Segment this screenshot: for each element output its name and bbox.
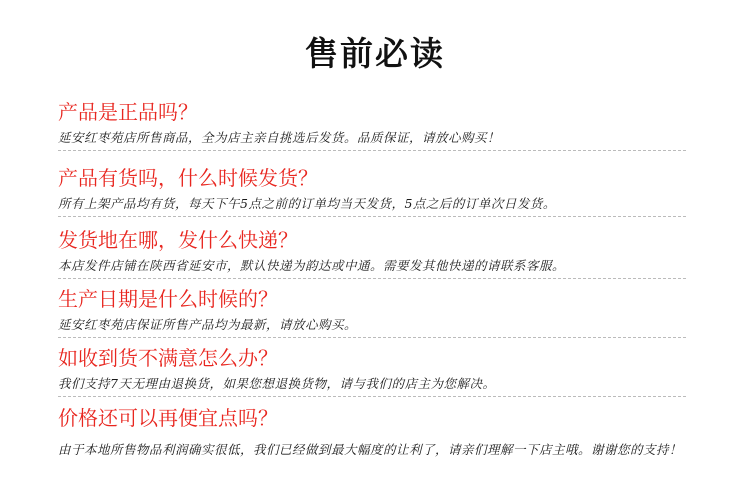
faq-item — [58, 346, 738, 397]
faq-item — [58, 406, 738, 470]
faq-item — [58, 166, 738, 217]
faq-question: 发货地在哪，发什么快递？ — [58, 228, 298, 252]
faq-question: 生产日期是什么时候的？ — [58, 287, 278, 311]
faq-item — [58, 228, 738, 279]
divider — [58, 278, 686, 279]
faq-question: 如收到货不满意怎么办？ — [58, 346, 278, 370]
divider — [58, 216, 686, 217]
faq-answer: 我们支持7天无理由退换货，如果您想退换货物，请与我们的店主为您解决。 — [58, 376, 496, 391]
faq-answer: 延安红枣苑店保证所售产品均为最新，请放心购买。 — [58, 317, 358, 332]
faq-question: 价格还可以再便宜点吗？ — [58, 406, 278, 430]
faq-answer: 本店发件店铺在陕西省延安市，默认快递为韵达或中通。需要发其他快递的请联系客服。 — [58, 258, 566, 273]
divider — [58, 150, 686, 151]
faq-item — [58, 100, 738, 151]
divider — [58, 337, 686, 338]
faq-question: 产品有货吗，什么时候发货？ — [58, 166, 318, 190]
faq-answer: 延安红枣苑店所售商品，全为店主亲自挑选后发货。品质保证，请放心购买！ — [58, 130, 501, 145]
faq-item — [58, 287, 738, 338]
divider — [58, 396, 686, 397]
page-title: 售前必读 — [305, 34, 445, 73]
faq-question: 产品是正品吗？ — [58, 100, 198, 124]
faq-answer: 所有上架产品均有货，每天下午5点之前的订单均当天发货，5点之后的订单次日发货。 — [58, 196, 556, 211]
faq-answer: 由于本地所售物品利润确实很低，我们已经做到最大幅度的让利了，请亲们理解一下店主哦。谢谢您的支持！ — [58, 442, 683, 457]
